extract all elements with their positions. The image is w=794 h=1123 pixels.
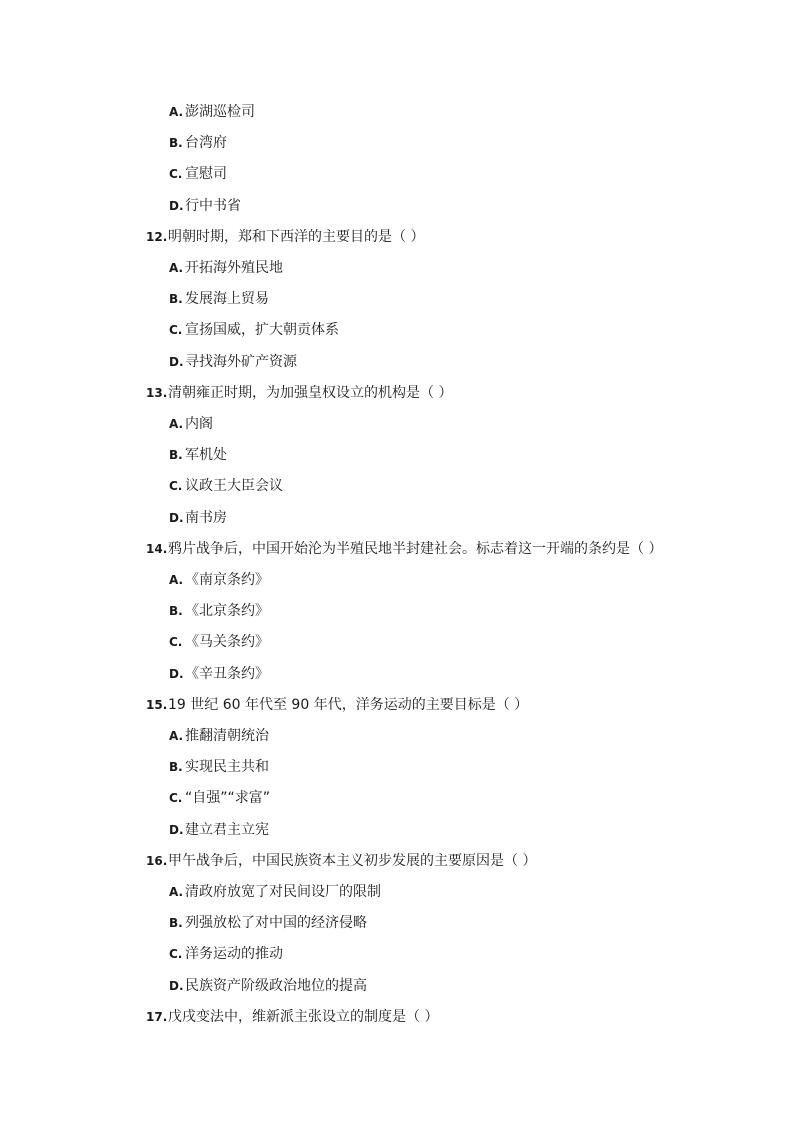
option-text: 《辛丑条约》 — [185, 665, 269, 682]
option-text: 《南京条约》 — [185, 572, 269, 588]
question-stem — [146, 383, 452, 403]
answer-option — [169, 757, 269, 777]
option-text: 内阁 — [185, 416, 213, 432]
option-text: 洋务运动的推动 — [185, 946, 283, 963]
question-number: 15. — [146, 697, 168, 712]
question-text: 甲午战争后，中国民族资本主义初步发展的主要原因是（ ） — [168, 852, 537, 869]
answer-option — [169, 976, 367, 996]
option-letter: C. — [169, 635, 183, 650]
answer-option — [169, 320, 339, 340]
option-text: 军机处 — [185, 447, 227, 464]
option-letter: B. — [169, 448, 183, 463]
option-text: 民族资产阶级政治地位的提高 — [185, 977, 367, 994]
answer-option — [169, 632, 269, 652]
option-letter: C. — [169, 323, 183, 338]
answer-option — [169, 508, 227, 528]
option-text: 《马关条约》 — [185, 634, 269, 651]
question-stem — [146, 1007, 438, 1027]
question-text: 鸦片战争后，中国开始沦为半殖民地半封建社会。标志着这一开端的条约是（ ） — [168, 540, 663, 557]
answer-option — [169, 913, 367, 933]
answer-option — [169, 820, 269, 840]
option-letter: A. — [169, 885, 184, 899]
option-text: 开拓海外殖民地 — [185, 260, 283, 276]
question-stem — [146, 851, 536, 871]
answer-option — [169, 788, 270, 808]
option-letter: D. — [169, 822, 184, 837]
option-text: 实现民主共和 — [185, 759, 269, 776]
question-number: 12. — [146, 229, 168, 244]
question-stem — [146, 227, 424, 247]
option-letter: A. — [169, 729, 184, 743]
option-letter: B. — [169, 292, 183, 307]
answer-option — [169, 476, 283, 496]
question-text: 戊戌变法中，维新派主张设立的制度是（ ） — [168, 1008, 439, 1025]
answer-option — [169, 726, 269, 746]
option-text: “自强”“求富” — [185, 790, 271, 807]
option-letter: D. — [169, 354, 184, 369]
question-number: 13. — [146, 385, 168, 400]
answer-option — [169, 944, 283, 964]
option-letter: C. — [169, 479, 183, 494]
question-stem — [146, 695, 528, 715]
answer-option — [169, 570, 269, 590]
option-text: 推翻清朝统治 — [185, 728, 269, 744]
option-text: 议政王大臣会议 — [185, 478, 283, 495]
question-text: 19 世纪 60 年代至 90 年代，洋务运动的主要目标是（ ） — [168, 696, 529, 713]
option-letter: B. — [169, 136, 183, 151]
answer-option — [169, 414, 213, 434]
question-stem — [146, 539, 662, 559]
option-letter: D. — [169, 666, 184, 681]
option-letter: A. — [169, 417, 184, 431]
question-number: 16. — [146, 853, 168, 868]
question-number: 17. — [146, 1009, 168, 1024]
answer-option — [169, 601, 269, 621]
answer-option — [169, 445, 227, 465]
answer-option — [169, 882, 381, 902]
question-text: 清朝雍正时期，为加强皇权设立的机构是（ ） — [168, 384, 453, 401]
option-letter: B. — [169, 604, 183, 619]
option-letter: C. — [169, 947, 183, 962]
answer-option — [169, 164, 227, 184]
option-text: 宣慰司 — [185, 166, 227, 183]
answer-option — [169, 289, 269, 309]
answer-option — [169, 133, 227, 153]
option-text: 宣扬国威，扩大朝贡体系 — [185, 322, 339, 339]
option-letter: B. — [169, 760, 183, 775]
option-letter: A. — [169, 573, 184, 587]
option-text: 台湾府 — [185, 135, 227, 152]
option-letter: D. — [169, 978, 184, 993]
option-letter: D. — [169, 510, 184, 525]
option-text: 寻找海外矿产资源 — [185, 353, 297, 370]
answer-option — [169, 196, 241, 216]
option-text: 发展海上贸易 — [185, 291, 269, 308]
answer-option — [169, 352, 297, 372]
option-letter: A. — [169, 105, 184, 119]
option-text: 建立君主立宪 — [185, 821, 269, 838]
question-number: 14. — [146, 541, 168, 556]
option-letter: B. — [169, 916, 183, 931]
option-letter: C. — [169, 791, 183, 806]
option-text: 南书房 — [185, 509, 227, 526]
option-text: 澎湖巡检司 — [185, 104, 255, 120]
answer-option — [169, 664, 269, 684]
option-text: 列强放松了对中国的经济侵略 — [185, 915, 367, 932]
answer-option — [169, 102, 255, 122]
answer-option — [169, 258, 283, 278]
option-letter: A. — [169, 261, 184, 275]
option-letter: D. — [169, 198, 184, 213]
option-text: 行中书省 — [185, 197, 241, 214]
option-text: 清政府放宽了对民间设厂的限制 — [185, 884, 381, 900]
option-text: 《北京条约》 — [185, 603, 269, 620]
question-text: 明朝时期，郑和下西洋的主要目的是（ ） — [168, 228, 425, 245]
option-letter: C. — [169, 167, 183, 182]
